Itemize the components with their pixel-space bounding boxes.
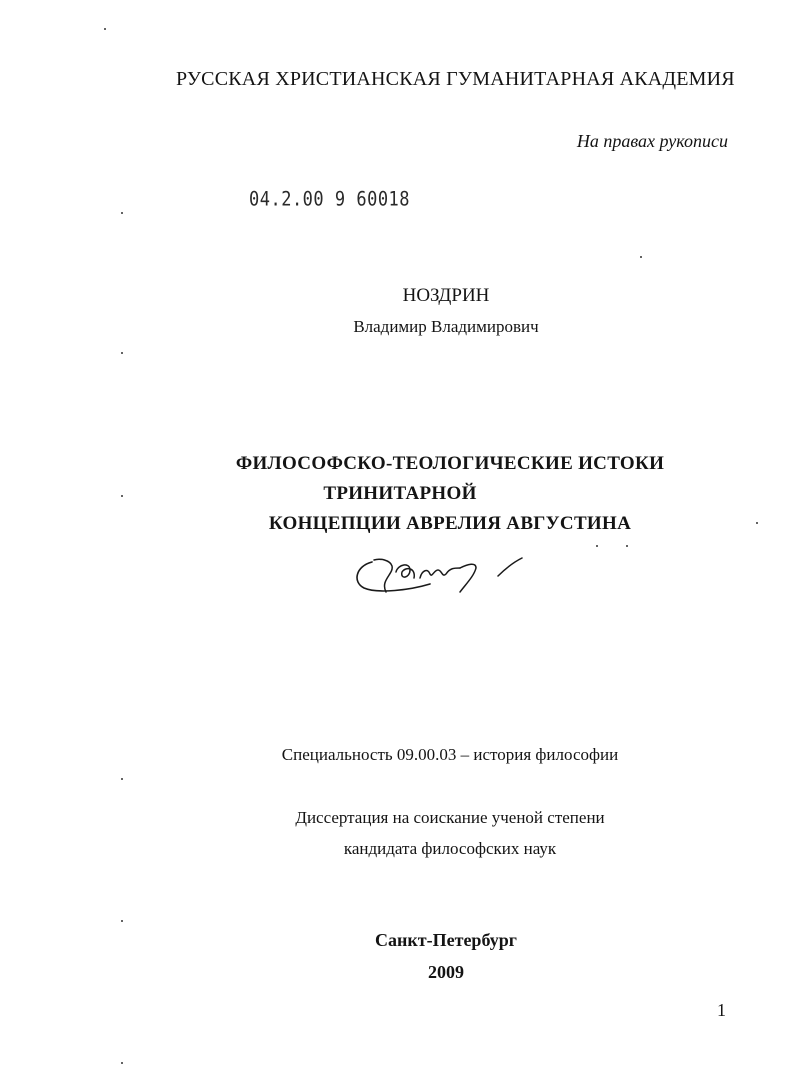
- handwritten-signature: [350, 548, 530, 600]
- thesis-title-line-3: КОНЦЕПЦИИ АВРЕЛИЯ АВГУСТИНА: [268, 513, 632, 534]
- scan-speck: [640, 256, 642, 258]
- scan-speck: [121, 920, 123, 922]
- author-given-names: Владимир Владимирович: [353, 317, 539, 336]
- dissertation-degree-line-2: кандидата философских наук: [343, 839, 557, 858]
- scan-speck: [121, 1062, 123, 1064]
- institution-name: РУССКАЯ ХРИСТИАНСКАЯ ГУМАНИТАРНАЯ АКАДЕМИЯ: [176, 68, 735, 90]
- author-surname: НОЗДРИН: [402, 285, 490, 306]
- thesis-title-line-2: ТРИНИТАРНОЙ: [323, 483, 477, 504]
- scan-speck: [596, 545, 598, 547]
- scan-speck: [121, 352, 123, 354]
- scan-speck: [121, 778, 123, 780]
- manuscript-note: На правах рукописи: [576, 131, 728, 151]
- scan-speck: [121, 212, 123, 214]
- page-number: 1: [717, 1000, 726, 1020]
- registration-code: 04.2.00 9 60018: [249, 188, 411, 211]
- scan-speck: [756, 522, 758, 524]
- scan-speck: [104, 28, 106, 30]
- thesis-title-line-1: ФИЛОСОФСКО-ТЕОЛОГИЧЕСКИЕ ИСТОКИ: [235, 453, 665, 474]
- dissertation-degree-line-1: Диссертация на соискание ученой степени: [295, 808, 605, 827]
- specialty-line: Специальность 09.00.03 – история философии: [281, 745, 619, 764]
- scan-speck: [121, 495, 123, 497]
- scan-speck: [626, 545, 628, 547]
- city: Санкт-Петербург: [375, 930, 517, 950]
- year: 2009: [428, 962, 464, 982]
